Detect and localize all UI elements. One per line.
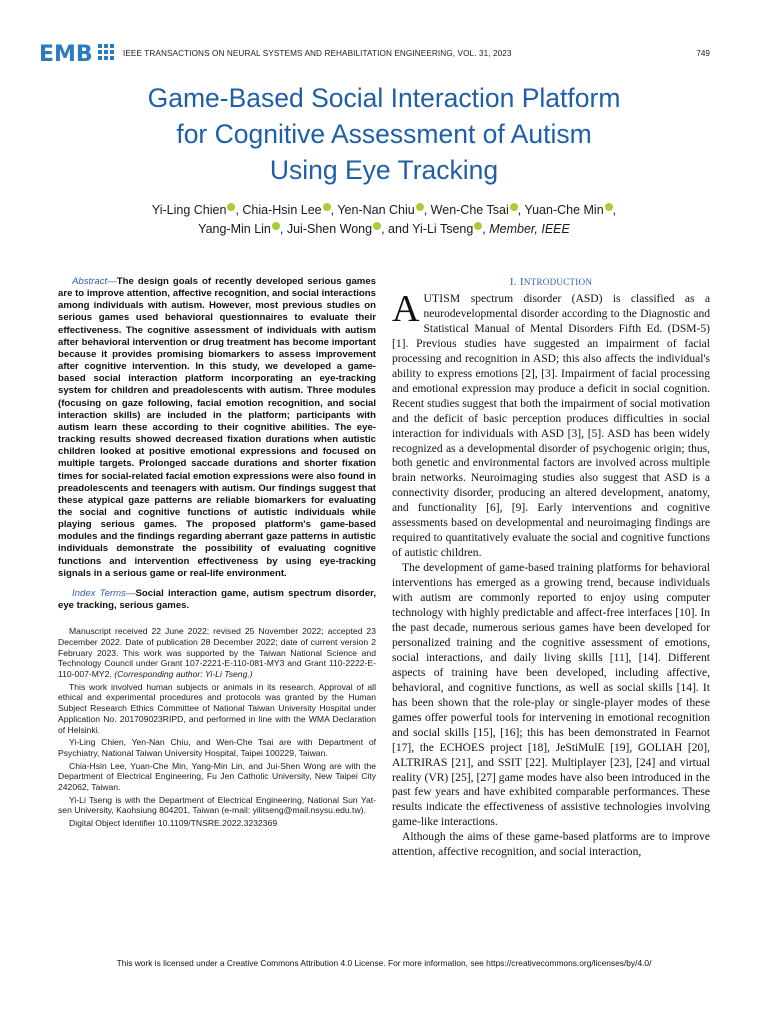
author-line-2: Yang-Min Lin , Jui-Shen Wong , and Yi-Li Tseng , Member, IEEE bbox=[198, 222, 570, 237]
intro-paragraph-1 bbox=[392, 288, 710, 561]
abstract bbox=[58, 276, 376, 580]
footnote-doi: Digital Object Identifier 10.1109/TNSRE.2022.3232369 bbox=[69, 818, 278, 829]
author-list bbox=[60, 201, 708, 239]
left-column bbox=[58, 276, 376, 831]
footnote-ethics: This work involved human subjects or animals in its research. Approval of all ethical and experimental procedures and protocols was granted by the Human Subject Research Ethics Committee of National Taiwan University Hospital under Application No. 201709023RIPD, and performed in line with the WMA Declaration of Helsinki. bbox=[58, 681, 376, 735]
right-column bbox=[392, 276, 710, 860]
orcid-icon[interactable] bbox=[373, 222, 381, 230]
footnote-affiliation: Chia-Hsin Lee, Yuan-Che Min, Yang-Min Lin, and Jui-Shen Wong are with the Department of Electrical Engineering, Fu Jen Catholic University, New Taipei City 242062, Taiwan. bbox=[58, 760, 376, 793]
title-line: Game-Based Social Interaction Platform bbox=[147, 83, 621, 113]
author-name: Chia-Hsin Lee bbox=[242, 203, 322, 218]
footnote-manuscript: Manuscript received 22 June 2022; revised 25 November 2022; accepted 23 December 2022. Date of publication 28 December 2022; date of current version 2 February 2023. This work was supported by the Taiwan National Science and Technology Council under Grant 107-2221-E-110-081-MY3 and Grant 110-2222-E-110-007-MY2. (Corresponding author: Yi-Li Tseng.) bbox=[58, 626, 376, 680]
abstract-dash: — bbox=[107, 276, 117, 287]
orcid-icon[interactable] bbox=[510, 203, 518, 211]
page-number: 749 bbox=[696, 49, 710, 58]
footnotes bbox=[58, 626, 376, 829]
author-name: Yuan-Che Min bbox=[524, 203, 604, 218]
logo-grid-icon bbox=[98, 44, 116, 66]
footnote-affiliation: Yi-Ling Chien, Yen-Nan Chiu, and Wen-Che Tsai are with Department of Psychiatry, National Taiwan University Hospital, Taipei 100229, Taiwan. bbox=[58, 737, 376, 758]
intro-paragraph-2: The development of game-based training platforms for behavioral interventions has emerged as a growing trend, because individuals with autism are commonly reported to enjoy using computer technology with highly predictable and affect-free interfaces [10]. In the past decade, numerous serious games have been developed for personalized training and the cognitive assessment of emotions, social interactions, and daily living skills [11], [14]. Different aspects of training have been developed, including affective, behavioral, and cognitive functions, as well as social skills [14]. It has been shown that the role-play or single-player modes of these games offer powerful tools for intervening in emotional recognition and social skills [15], [16]; this has been demonstrated in Fearnot [17], the ECHOES project [18], JeStiMulE [19], GOLIAH [20], ALTRIRAS [21], and SSIT [22]. Multiplayer [23], [24] and virtual reality (VR) [25], [27] game modes have also been introduced in the past few years and have exhibited comparable performances. These results indicate the effectiveness of assistive technologies involving game-like interactions. bbox=[392, 562, 710, 829]
author-name: Yang-Min Lin bbox=[198, 222, 271, 237]
author-name: and Yi-Li Tseng bbox=[388, 222, 474, 237]
index-terms-dash: — bbox=[125, 587, 136, 599]
intro-paragraph-3: Although the aims of these game-based platforms are to improve attention, affective recognition, and social interaction, bbox=[392, 831, 710, 859]
section-number: I. bbox=[509, 276, 517, 288]
title-line: Using Eye Tracking bbox=[269, 155, 499, 185]
footnote-affiliation: Yi-Li Tseng is with the Department of Electrical Engineering, National Sun Yat-sen University, Kaohsiung 804201, Taiwan (e-mail: yilitseng@mail.nsysu.edu.tw). bbox=[58, 794, 376, 816]
section-title-rest: NTRODUCTION bbox=[523, 277, 593, 287]
abstract-label: Abstract bbox=[72, 276, 108, 287]
author-line-1: Yi-Ling Chien , Chia-Hsin Lee , Yen-Nan Chiu , Wen-Che Tsai , Yuan-Che Min , bbox=[151, 203, 617, 218]
orcid-icon[interactable] bbox=[605, 203, 613, 211]
license-footer: This work is licensed under a Creative Commons Attribution 4.0 License. For more information, see https://creativecommons.org/licenses/by/4.0/ bbox=[116, 958, 652, 968]
corresponding-author: (Corresponding author: Yi-Li Tseng.) bbox=[114, 669, 253, 680]
intro-text: spectrum disorder (ASD) is classified as a neurodevelopmental disorder according to the Diagnostic and Statistical Manual of Mental Disorders Fifth Ed. (DSM-5) [1]. Previous studies have suggested an impairment of facial processing and recognition in ASD; this also affects the individual's ability to express emotions [2], [3]. Impairment of facial processing and emotional expression may produce a deficit in social cognition. Recent studies suggest that both the impairment of social motivation and the deficit of basic perception produces difficulties in social interaction for individuals with ASD [3], [5]. ASD has been widely recognized as a developmental disorder of psychogenic origin; thus, both genetic and environmental factors are involved across multiple brain networks. Neuroimaging studies also suggest that ASD is a connectivity disorder, producing an altered development, anatomy, and functionality [6], [9]. Early interventions and cognitive assessments based on developmental and neuroimaging findings are required to quantitatively evaluate the social and cognitive functions of autistic children. bbox=[392, 293, 710, 560]
orcid-icon[interactable] bbox=[227, 203, 235, 211]
author-name: Yen-Nan Chiu bbox=[337, 203, 415, 218]
abstract-text: The design goals of recently developed serious games are to improve attention, affective recognition, and social interactions among individuals with autism. However, most previous studies on serious games used behavioral questionnaires to evaluate their effectiveness. The cognitive assessment of individuals with autism after behavioral intervention or drug treatment has become important because it provides promising biomarkers to assess improvement after cognitive intervention. In this study, we developed a game-based social interaction platform incorporating an eye-tracking system for children and preadolescents with autism. Three modules (focusing on gaze following, facial emotion recognition, and social interaction skills) are included in the platform; participants with autism learn these according to their cognitive abilities. The eye-tracking results showed decreased fixation durations when autistic children looked at positive emotional expressions and focused on multiple targets. Prolonged saccade durations and shorter fixation times for social-related facial emotion expressions were also found in preadolescents and teenagers with autism. Our findings suggest that these atypical gaze patterns are reliable biomarkers for evaluating the social and cognitive functions of autistic individuals while playing serious games. The proposed platform's game-based modules and the findings regarding aberrant gaze patterns in autistic individuals demonstrate the possibility of evaluating cognitive functions and intervention effectiveness by using eye-tracking signals in a serious game or real-life environment. bbox=[58, 276, 376, 579]
index-terms bbox=[58, 588, 376, 612]
section-title-first: I bbox=[519, 276, 524, 288]
paper-title bbox=[60, 80, 708, 188]
orcid-icon[interactable] bbox=[323, 203, 331, 211]
index-terms-label: Index Terms bbox=[72, 587, 126, 599]
page-header bbox=[38, 40, 712, 74]
index-terms-text: Social interaction game, autism spectrum disorder, eye tracking, serious games. bbox=[58, 587, 376, 612]
author-name: Yi-Ling Chien bbox=[151, 203, 227, 218]
intro-lead-word: UTISM bbox=[423, 293, 461, 305]
author-membership: Member, IEEE bbox=[489, 222, 570, 237]
orcid-icon[interactable] bbox=[272, 222, 280, 230]
emb-logo bbox=[38, 40, 118, 72]
logo-text: EMB bbox=[39, 42, 93, 67]
section-heading bbox=[392, 276, 710, 288]
title-line: for Cognitive Assessment of Autism bbox=[176, 119, 592, 149]
journal-line: IEEE TRANSACTIONS ON NEURAL SYSTEMS AND REHABILITATION ENGINEERING, VOL. 31, 2023 bbox=[123, 49, 512, 58]
author-name: Jui-Shen Wong bbox=[286, 222, 373, 237]
orcid-icon[interactable] bbox=[416, 203, 424, 211]
drop-cap: A bbox=[392, 288, 420, 330]
orcid-icon[interactable] bbox=[474, 222, 482, 230]
author-name: Wen-Che Tsai bbox=[430, 203, 509, 218]
